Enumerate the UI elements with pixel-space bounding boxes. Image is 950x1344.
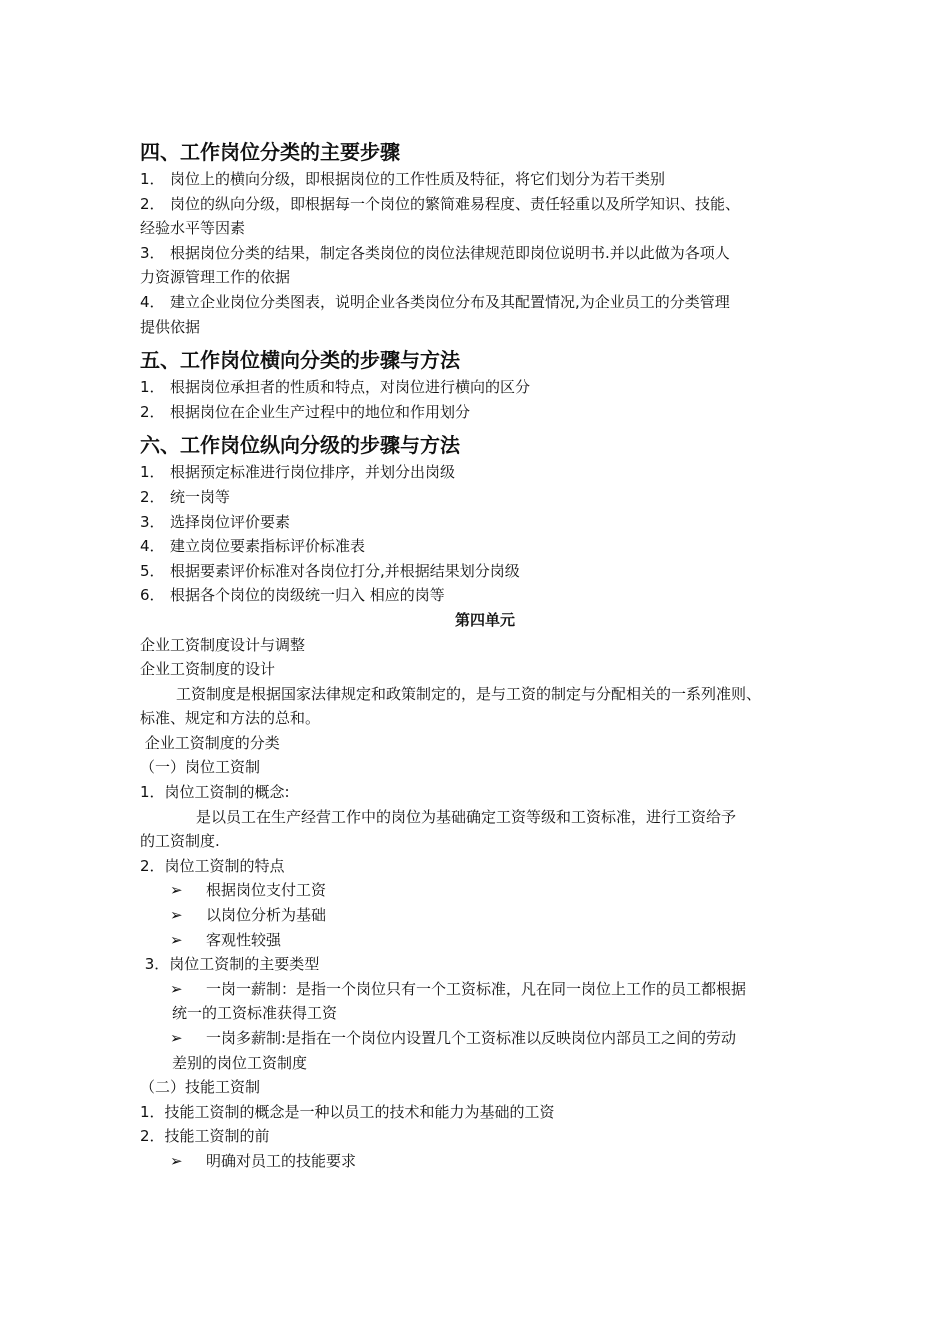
bullet-item: ➢ 一岗一薪制：是指一个岗位只有一个工资标准，凡在同一岗位上工作的员工都根据 bbox=[140, 977, 830, 1002]
list-item: 1． 根据预定标准进行岗位排序，并划分出岗级 bbox=[140, 463, 456, 482]
subsection-title: （一）岗位工资制 bbox=[140, 758, 261, 777]
bullet-item-cont: 统一的工资标准获得工资 bbox=[172, 1004, 338, 1023]
list-item: 2． 岗位的纵向分级，即根据每一个岗位的繁简难易程度、责任轻重以及所学知识、技能、 bbox=[140, 194, 741, 213]
bullet-item-cont: 差别的岗位工资制度 bbox=[172, 1053, 308, 1072]
bullet-item: ➢ 根据岗位支付工资 bbox=[140, 878, 830, 903]
bullet-item: ➢ 客观性较强 bbox=[140, 928, 830, 953]
arrow-bullet-icon: ➢ bbox=[170, 906, 183, 925]
arrow-bullet-icon: ➢ bbox=[170, 1029, 183, 1047]
bullet-item: ➢ 明确对员工的技能要求 bbox=[140, 1149, 830, 1174]
arrow-bullet-icon: ➢ bbox=[170, 881, 183, 900]
list-item: 2． 统一岗等 bbox=[140, 487, 231, 506]
bullet-item: ➢ 以岗位分析为基础 bbox=[140, 903, 830, 928]
list-item: 3． 选择岗位评价要素 bbox=[140, 512, 291, 531]
list-item: 3． 根据岗位分类的结果，制定各类岗位的岗位法律规范即岗位说明书.并以此做为各项人 bbox=[140, 243, 730, 262]
list-item-continuation: 力资源管理工作的依据 bbox=[140, 268, 291, 287]
definition-paragraph: 工资制度是根据国家法律规定和政策制定的，是与工资的制定与分配相关的一系列准则、 bbox=[176, 684, 762, 703]
subsection-title: （二）技能工资制 bbox=[140, 1078, 261, 1097]
concept-title: 1．技能工资制的概念是一种以员工的技术和能力为基础的工资 bbox=[140, 1102, 555, 1121]
document-page bbox=[140, 130, 830, 1174]
section-4-list bbox=[140, 167, 830, 339]
list-item: 6． 根据各个岗位的岗级统一归入 相应的岗等 bbox=[140, 586, 445, 605]
list-item: 1． 根据岗位承担者的性质和特点，对岗位进行横向的区分 bbox=[140, 378, 531, 397]
features-title: 2．岗位工资制的特点 bbox=[140, 856, 285, 875]
unit-heading: 第四单元 bbox=[454, 610, 515, 629]
classification-title: 企业工资制度的分类 bbox=[140, 733, 280, 752]
concept-paragraph-cont: 的工资制度. bbox=[140, 832, 220, 851]
section-5-list bbox=[140, 375, 830, 424]
definition-paragraph-cont: 标准、规定和方法的总和。 bbox=[140, 709, 321, 728]
list-item: 4． 建立岗位要素指标评价标准表 bbox=[140, 537, 366, 556]
list-item-continuation: 经验水平等因素 bbox=[140, 219, 246, 238]
unit-section-title: 企业工资制度的设计 bbox=[140, 660, 276, 679]
section-5-heading: 五、工作岗位横向分类的步骤与方法 bbox=[140, 348, 460, 373]
unit-subtitle: 企业工资制度设计与调整 bbox=[140, 635, 306, 654]
list-item: 4． 建立企业岗位分类图表，说明企业各类岗位分布及其配置情况,为企业员工的分类管理 bbox=[140, 292, 730, 311]
section-6-heading: 六、工作岗位纵向分级的步骤与方法 bbox=[140, 433, 460, 458]
list-item: 5． 根据要素评价标准对各岗位打分,并根据结果划分岗级 bbox=[140, 561, 520, 580]
list-item-continuation: 提供依据 bbox=[140, 317, 201, 336]
prereq-title: 2．技能工资制的前 bbox=[140, 1127, 270, 1146]
types-title: 3．岗位工资制的主要类型 bbox=[140, 955, 320, 974]
list-item: 2． 根据岗位在企业生产过程中的地位和作用划分 bbox=[140, 402, 471, 421]
section-6-list bbox=[140, 460, 830, 608]
bullet-item: ➢ 一岗多薪制:是指在一个岗位内设置几个工资标准以反映岗位内部员工之间的劳动 bbox=[140, 1026, 830, 1051]
concept-title: 1．岗位工资制的概念: bbox=[140, 783, 290, 802]
list-item: 1． 岗位上的横向分级，即根据岗位的工作性质及特征，将它们划分为若干类别 bbox=[140, 170, 666, 188]
arrow-bullet-icon: ➢ bbox=[170, 1151, 183, 1170]
section-4-heading: 四、工作岗位分类的主要步骤 bbox=[140, 140, 400, 164]
arrow-bullet-icon: ➢ bbox=[170, 979, 183, 998]
concept-paragraph: 是以员工在生产经营工作中的岗位为基础确定工资等级和工资标准，进行工资给予 bbox=[196, 807, 737, 826]
arrow-bullet-icon: ➢ bbox=[170, 930, 183, 949]
